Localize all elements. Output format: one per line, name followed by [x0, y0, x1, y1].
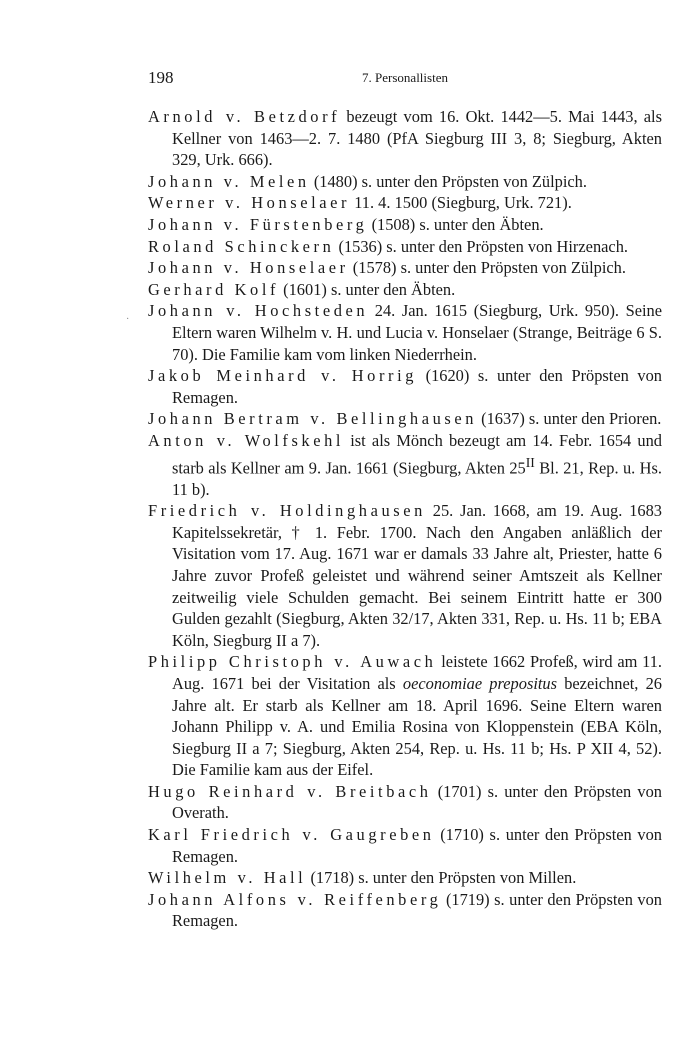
entry-text: ist als Mönch bezeugt am 14. Febr. 1654 und starb als Kellner am 9. Jan. 1661 (Siegburg, Akten 25	[172, 430, 662, 477]
entry	[148, 500, 662, 651]
entry-name: Philipp Christoph v. Auwach	[148, 652, 437, 672]
entry-name: Gerhard Kolf	[148, 279, 280, 299]
entry	[148, 106, 662, 171]
entry-name: Jakob Meinhard v. Horrig	[148, 366, 418, 386]
entry-name: Karl Friedrich v. Gaugreben	[148, 825, 435, 845]
margin-mark: ·	[126, 314, 130, 325]
entry	[148, 300, 662, 365]
entry-text: 11. 4. 1500 (Siegburg, Urk. 721).	[350, 193, 572, 213]
entry-text-after: bezeichnet, 26 Jahre alt. Er starb als Kellner am 18. April 1696. Seine Eltern waren Johann Philipp v. A. und Emilia Rosina von Kloppenstein (EBA Köln, Siegburg II a 7; Siegburg, Akten 254, Rep. u. Hs. 11 b; Hs. P XII 4, 52). Die Familie kam aus der Eifel.	[172, 673, 662, 780]
entry-text: (1601) s. unter den Äbten.	[279, 279, 456, 299]
entry-name: Roland Schinckern	[148, 236, 335, 256]
entry-list	[148, 106, 662, 932]
entry-name: Werner v. Honselaer	[148, 193, 351, 213]
entry-name: Johann v. Honselaer	[148, 258, 349, 278]
page-header	[148, 68, 662, 92]
entry-text: (1480) s. unter den Pröpsten von Zülpich.	[309, 171, 587, 191]
entry-text: leistete 1662 Profeß, wird am 11. Aug. 1671 bei der Visitation als	[172, 652, 663, 693]
entry-name: Anton v. Wolfskehl	[148, 430, 345, 450]
entry-text: (1718) s. unter den Pröpsten von Millen.	[306, 868, 577, 888]
entry-text: (1719) s. unter den Pröpsten von Remagen.	[172, 889, 662, 931]
entry-name: Johann v. Fürstenberg	[148, 214, 368, 234]
entry-italic-term: oeconomiae prepositus	[402, 673, 557, 693]
running-title: 7. Personallisten	[362, 70, 448, 85]
entry	[148, 214, 662, 236]
entry-text-after: Bl. 21, Rep. u. Hs. 11 b).	[172, 457, 662, 499]
entry-text: 25. Jan. 1668, am 19. Aug. 1683 Kapitelssekretär, † 1. Febr. 1700. Nach den Angaben anläßlich der Visitation vom 17. Aug. 1671 war er damals 33 Jahre alt, Priester, hatte 6 Jahre zuvor Profeß geleistet und während seiner Amtszeit als Kellner zeitweilig viele Schulden gemacht. Bei seinem Eintritt hatte er 300 Gulden gezahlt (Siegburg, Akten 32/17, Akten 331, Rep. u. Hs. 11 b; EBA Köln, Siegburg II a 7).	[172, 501, 662, 650]
entry-text: (1710) s. unter den Pröpsten von Remagen.	[172, 825, 662, 866]
entry	[148, 430, 662, 500]
entry-name: Friedrich v. Holdinghausen	[148, 501, 426, 521]
entry	[148, 651, 662, 781]
entry	[148, 236, 662, 258]
page-number: 198	[148, 68, 174, 87]
entry	[148, 408, 662, 430]
entry-text: (1508) s. unter den Äbten.	[367, 214, 544, 234]
entry-text: 24. Jan. 1615 (Siegburg, Urk. 950). Seine Eltern waren Wilhelm v. H. und Lucia v. Honselaer (Strange, Beiträge 6 S. 70). Die Familie kam vom linken Niederrhein.	[172, 301, 662, 364]
entry-superscript: II	[525, 454, 535, 470]
entry-name: Johann v. Hochsteden	[148, 301, 369, 321]
entry-text: bezeugt vom 16. Okt. 1442—5. Mai 1443, als Kellner von 1463—2. 7. 1480 (PfA Siegburg III 3, 8; Siegburg, Akten 329, Urk. 666).	[172, 107, 662, 170]
entry-text: (1536) s. unter den Pröpsten von Hirzenach.	[334, 236, 628, 256]
entry-text: (1578) s. unter den Pröpsten von Zülpich.	[348, 258, 626, 278]
entry	[148, 889, 662, 932]
entry-name: Hugo Reinhard v. Breitbach	[148, 781, 432, 801]
entry-text: (1620) s. unter den Pröpsten von Remagen.	[172, 366, 662, 407]
entry	[148, 824, 662, 867]
entry-name: Wilhelm v. Hall	[148, 868, 307, 888]
entry-name: Johann Alfons v. Reiffenberg	[148, 889, 442, 909]
entry	[148, 279, 662, 301]
entry	[148, 192, 662, 214]
entry	[148, 171, 662, 193]
entry	[148, 365, 662, 408]
entry	[148, 867, 662, 889]
entry	[148, 781, 662, 824]
entry	[148, 257, 662, 279]
entry-name: Arnold v. Betzdorf	[148, 107, 341, 126]
entry-text: (1701) s. unter den Pröpsten von Overath.	[172, 781, 662, 823]
entry-text: (1637) s. unter den Prioren.	[477, 409, 662, 429]
entry-name: Johann v. Melen	[148, 171, 310, 191]
entry-name: Johann Bertram v. Bellinghausen	[148, 409, 478, 429]
